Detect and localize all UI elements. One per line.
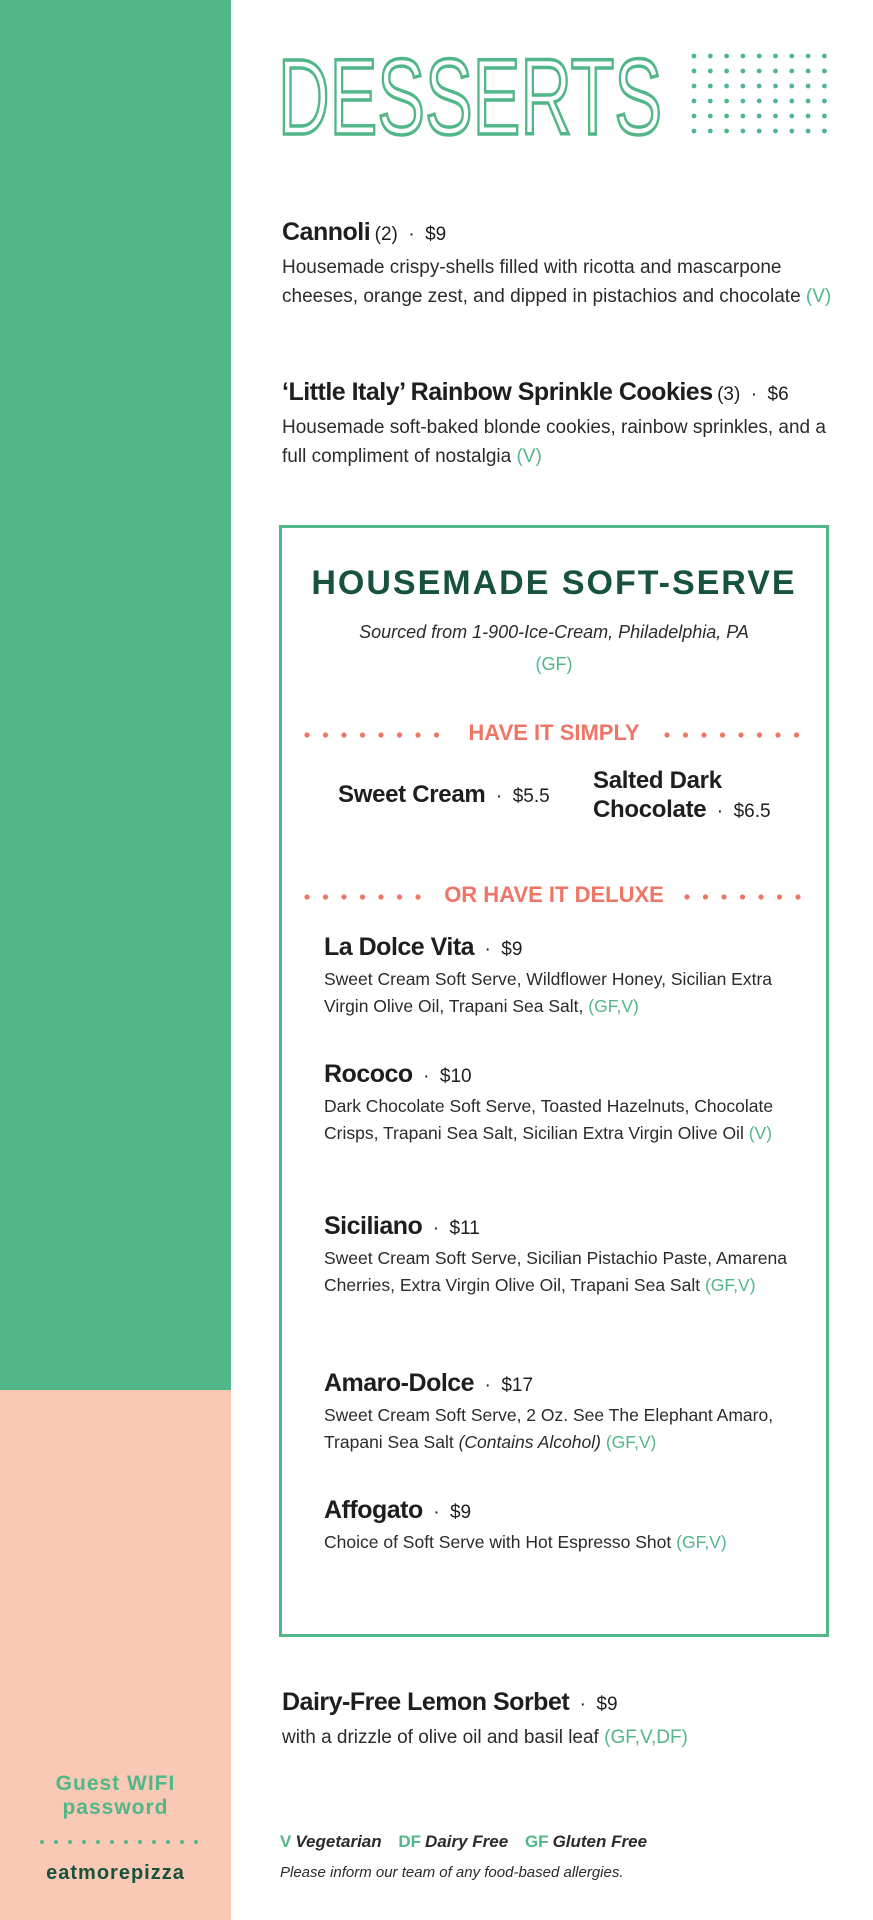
item-qty: (2) [374,224,398,245]
brand-panel [0,0,231,1390]
decorative-dot [773,54,778,59]
softserve-diet-tags: (GF) [535,654,573,674]
decorative-dot [708,129,713,134]
decorative-dot [82,1840,86,1844]
deluxe-item-rococo [324,1060,804,1147]
decorative-dot [741,84,746,89]
item-price: $9 [449,1502,472,1523]
item-description-text: Sweet Cream Soft Serve, 2 Oz. See The Elephant Amaro, Trapani Sea Salt [324,1405,774,1452]
decorative-dot [777,894,782,899]
simple-sweet-cream [338,780,550,809]
legend-label: Dairy Free [425,1832,509,1851]
item-name: La Dolce Vita [324,933,475,961]
decorative-dot [110,1840,114,1844]
legend-code: GF [524,1832,549,1851]
decorative-dot [724,129,729,134]
wifi-heading-line2: password [62,1796,169,1819]
decorative-dot [708,99,713,104]
item-description [282,413,842,471]
item-description-text: with a drizzle of olive oil and basil leaf [282,1727,599,1748]
brand-name [0,45,1,1345]
item-description-text: Dark Chocolate Soft Serve, Toasted Hazelnuts, Chocolate Crisps, Trapani Sea Salt, Sicilian Extra Virgin Olive Oil [324,1096,774,1143]
item-name: Rococo [324,1060,413,1088]
wifi-heading [0,1772,231,1820]
wifi-divider-dots [40,1840,200,1844]
decorative-dot [703,894,708,899]
separator-dot: · [484,939,491,960]
decorative-dot [822,69,827,74]
item-description-text: Sweet Cream Soft Serve, Wildflower Honey, Sicilian Extra Virgin Olive Oil, Trapani Sea Salt, [324,969,773,1016]
item-description [324,1529,804,1556]
section-label-simple: HAVE IT SIMPLY [468,720,640,745]
decorative-dot [806,114,811,119]
decorative-dot [692,129,697,134]
decorative-dot [757,84,762,89]
legend-code: DF [398,1832,422,1851]
decorative-dot [721,894,726,899]
decorative-dot [692,114,697,119]
item-price: $9 [596,1694,618,1715]
decorative-dot-grid [690,52,830,136]
item-name: Siciliano [324,1212,423,1240]
decorative-dot [724,99,729,104]
decorative-dot [194,1840,198,1844]
decorative-dot [757,99,762,104]
decorative-dot [720,732,725,737]
decorative-dot [806,129,811,134]
item-name: Amaro-Dolce [324,1369,475,1397]
item-name: Affogato [324,1496,423,1524]
decorative-dot [724,54,729,59]
diet-tags: (V) [516,446,542,467]
item-description [324,966,804,1020]
decorative-dot [701,732,706,737]
decorative-dot [789,129,794,134]
item-price: $11 [449,1218,480,1239]
section-label-deluxe: OR HAVE IT DELUXE [444,882,664,907]
decorative-dot [724,114,729,119]
decorative-dot [789,99,794,104]
decorative-dot [789,114,794,119]
decorative-dot [741,129,746,134]
decorative-dot [740,894,745,899]
decorative-dot [822,84,827,89]
decorative-dot [692,69,697,74]
separator-dot: · [423,1066,430,1087]
separator-dot: · [750,384,758,405]
separator-dot: · [484,1375,491,1396]
decorative-dot [773,84,778,89]
decorative-dot [757,54,762,59]
legend-gluten-free [525,1832,647,1851]
page-title [276,36,666,157]
page-title-text: DESSERTS [278,36,662,157]
decorative-dot [794,732,799,737]
item-price: $10 [439,1066,472,1087]
deluxe-item-affogato [324,1496,804,1556]
deluxe-item-amaro-dolce [324,1369,804,1456]
diet-tags: (GF,V,DF) [604,1727,688,1748]
decorative-dot [773,69,778,74]
decorative-dot [758,894,763,899]
wifi-heading-line1: Guest WIFI [55,1772,176,1795]
item-price: $9 [425,224,447,245]
decorative-dot [180,1840,184,1844]
decorative-dot [54,1840,58,1844]
softserve-subtitle: Sourced from 1-900-Ice-Cream, Philadelphia, PA [359,622,749,642]
decorative-dot [822,114,827,119]
decorative-dot [738,732,743,737]
decorative-dot [806,54,811,59]
decorative-dot [741,69,746,74]
item-qty: (3) [717,384,741,405]
decorative-dot [757,129,762,134]
decorative-dot [166,1840,170,1844]
decorative-dot [724,84,729,89]
diet-tags: (V) [748,1123,773,1143]
decorative-dot [773,114,778,119]
item-price: $17 [501,1375,534,1396]
section-dots-right [684,894,804,900]
legend-dairy-free [398,1832,508,1851]
decorative-dot [822,129,827,134]
item-description [324,1245,804,1299]
decorative-dot [708,114,713,119]
decorative-dot [795,894,800,899]
decorative-dot [806,69,811,74]
separator-dot: · [432,1218,440,1239]
decorative-dot [124,1840,128,1844]
item-description [324,1402,804,1456]
decorative-dot [741,99,746,104]
softserve-title: HOUSEMADE SOFT-SERVE [311,564,797,602]
section-deluxe [304,882,804,912]
diet-tags: (GF,V) [588,996,639,1016]
item-description-text: Choice of Soft Serve with Hot Espresso Shot [324,1532,672,1552]
decorative-dot [708,84,713,89]
decorative-dot [789,54,794,59]
item-description [324,1093,804,1147]
separator-dot: · [579,1694,586,1715]
alcohol-note: (Contains Alcohol) [458,1432,601,1452]
decorative-dot [757,732,762,737]
decorative-dot [708,54,713,59]
decorative-dot [692,84,697,89]
item-price: $6.5 [733,801,771,822]
item-name: Sweet Cream [338,781,486,808]
legend-label: Vegetarian [295,1832,382,1851]
item-name-line1: Salted Dark [593,767,722,794]
decorative-dot [822,99,827,104]
item-price: $6 [767,384,789,405]
decorative-dot [822,54,827,59]
item-price: $5.5 [512,786,550,807]
decorative-dot [741,114,746,119]
separator-dot: · [716,801,724,822]
decorative-dot [741,54,746,59]
diet-legend [280,1832,659,1852]
diet-tags: (GF,V) [605,1432,657,1452]
menu-item-cannoli [282,218,842,311]
decorative-dot [692,99,697,104]
decorative-dot [806,84,811,89]
legend-label: Gluten Free [552,1832,648,1851]
decorative-dot [664,732,669,737]
legend-code: V [280,1832,292,1851]
decorative-dot [152,1840,156,1844]
diet-tags: (GF,V) [676,1532,727,1552]
decorative-dot [684,894,689,899]
item-name: Dairy-Free Lemon Sorbet [282,1688,570,1716]
decorative-dot [692,54,697,59]
decorative-dot [68,1840,72,1844]
decorative-dot [40,1840,44,1844]
diet-tags: (GF,V) [704,1275,756,1295]
decorative-dot [757,114,762,119]
decorative-dot [757,69,762,74]
diet-tags: (V) [805,286,832,307]
decorative-dot [806,99,811,104]
decorative-dot [724,69,729,74]
deluxe-item-siciliano [324,1212,804,1299]
brand-logo [0,0,231,1390]
section-simple [304,720,804,750]
decorative-dot [708,69,713,74]
decorative-dot [789,69,794,74]
allergy-note: Please inform our team of any food-based allergies. [280,1864,624,1881]
item-name-line2: Chocolate [593,796,707,823]
menu-item-cookies [282,378,842,471]
item-price: $9 [501,939,523,960]
legend-vegetarian [280,1832,382,1851]
item-description-text: Sweet Cream Soft Serve, Sicilian Pistachio Paste, Amarena Cherries, Extra Virgin Olive Oil, Trapani Sea Salt [324,1248,787,1295]
menu-item-lemon-sorbet [282,1688,842,1752]
decorative-dot [773,99,778,104]
item-description [282,253,842,311]
wifi-password: eatmorepizza [46,1862,185,1884]
decorative-dot [789,84,794,89]
item-name: Cannoli [282,218,371,246]
decorative-dot [138,1840,142,1844]
item-description-text: Housemade crispy-shells filled with ricotta and mascarpone cheeses, orange zest, and dipped in pistachios and chocolate [282,257,801,307]
separator-dot: · [495,786,503,807]
simple-salted-dark-chocolate [593,766,813,824]
decorative-dot [96,1840,100,1844]
deluxe-item-la-dolce-vita [324,933,804,1020]
decorative-dot [773,129,778,134]
item-name: ‘Little Italy’ Rainbow Sprinkle Cookies [282,378,713,406]
separator-dot: · [433,1502,440,1523]
left-column [0,0,231,1920]
decorative-dot [683,732,688,737]
softserve-box [279,525,829,1637]
decorative-dot [775,732,780,737]
section-dots-right [664,732,804,738]
item-description-text: Housemade soft-baked blonde cookies, rainbow sprinkles, and a full compliment of nostalgia [282,417,826,467]
separator-dot: · [408,224,415,245]
item-description [282,1723,842,1752]
